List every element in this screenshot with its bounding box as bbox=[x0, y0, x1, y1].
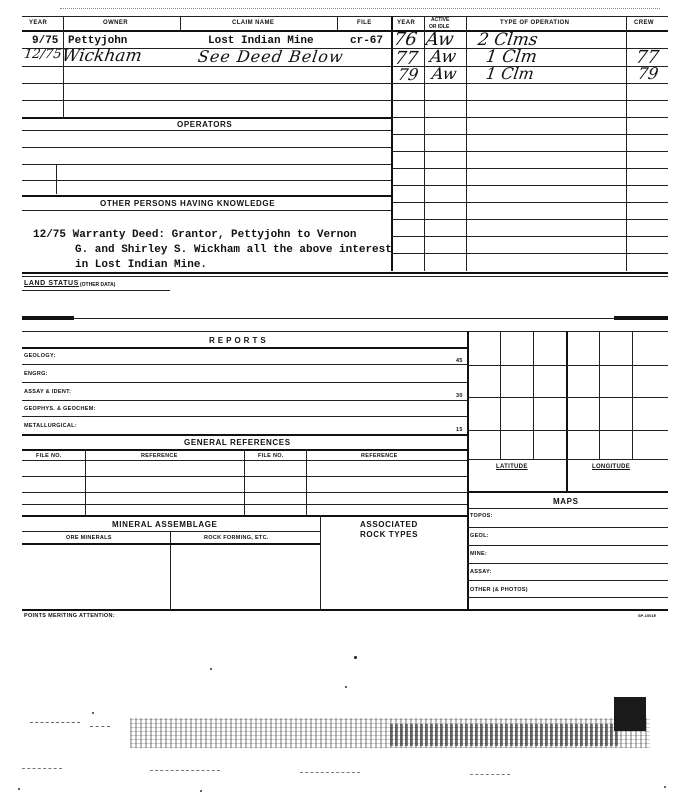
year2-header: YEAR bbox=[397, 20, 416, 26]
maps-other: OTHER (& PHOTOS) bbox=[470, 587, 528, 593]
associated-label: ASSOCIATED bbox=[360, 520, 418, 529]
claim-name-1: Lost Indian Mine bbox=[208, 35, 314, 47]
owner-header: OWNER bbox=[103, 20, 128, 26]
engrg-label: ENGRG: bbox=[24, 371, 48, 377]
rock-types-label: ROCK TYPES bbox=[360, 530, 419, 539]
owner-name-2: Wickham bbox=[60, 46, 144, 66]
op-type-3: 1 Clm bbox=[484, 64, 536, 83]
op-status-1: Aw bbox=[424, 29, 456, 50]
maps-topos: TOPOS: bbox=[470, 513, 493, 519]
op-type-2: 1 Clm bbox=[484, 47, 539, 67]
maps-mine: MINE: bbox=[470, 551, 488, 557]
num-45: 45 bbox=[456, 358, 463, 364]
owner-year-1: 9/75 bbox=[32, 35, 59, 47]
maps-assay: ASSAY: bbox=[470, 569, 492, 575]
file-1: cr-67 bbox=[350, 35, 384, 47]
op-crew-3: 79 bbox=[636, 64, 660, 83]
land-status-label: LAND STATUS bbox=[24, 280, 79, 287]
claim-name-2: See Deed Below bbox=[196, 47, 346, 66]
op-status-3: Aw bbox=[430, 64, 458, 83]
general-references-heading: GENERAL REFERENCES bbox=[184, 438, 291, 447]
ore-minerals-header: ORE MINERALS bbox=[66, 535, 112, 541]
land-status-bar-right bbox=[614, 316, 668, 320]
note-line-1: 12/75 Warranty Deed: Grantor, Pettyjohn to Vernon bbox=[33, 229, 357, 241]
maps-geol: GEOL: bbox=[470, 533, 489, 539]
num-30: 30 bbox=[456, 393, 463, 399]
file-header: FILE bbox=[357, 20, 372, 26]
op-year-1: 76 bbox=[392, 29, 419, 50]
ref-reference-2-header: REFERENCE bbox=[361, 453, 398, 459]
idle-header: OR IDLE bbox=[429, 24, 450, 30]
note-line-3: in Lost Indian Mine. bbox=[75, 259, 208, 271]
num-15: 15 bbox=[456, 427, 463, 433]
op-crew-2: 77 bbox=[634, 47, 661, 68]
land-status-sub: (OTHER DATA) bbox=[80, 282, 116, 288]
op-year-2: 77 bbox=[393, 48, 420, 69]
assay-label: ASSAY & IDENT: bbox=[24, 389, 72, 395]
land-status-bar-left bbox=[22, 316, 74, 320]
metallurgical-label: METALLURGICAL: bbox=[24, 423, 77, 429]
maps-heading: MAPS bbox=[553, 497, 579, 506]
crew-header: CREW bbox=[634, 20, 654, 26]
form-code: SP-1001E bbox=[638, 613, 657, 618]
note-line-2: G. and Shirley S. Wickham all the above interest bbox=[75, 244, 392, 256]
other-persons-heading: OTHER PERSONS HAVING KNOWLEDGE bbox=[100, 199, 276, 208]
year-header: YEAR bbox=[29, 20, 48, 26]
points-meriting-label: POINTS MERITING ATTENTION: bbox=[24, 613, 115, 619]
mineral-assemblage-heading: MINERAL ASSEMBLAGE bbox=[112, 520, 218, 529]
ref-file-no-header: FILE NO. bbox=[36, 453, 62, 459]
active-header: ACTIVE bbox=[431, 17, 450, 23]
claim-name-header: CLAIM NAME bbox=[232, 20, 275, 26]
reports-heading: REPORTS bbox=[209, 336, 269, 345]
owner-name-1: Pettyjohn bbox=[68, 35, 128, 47]
ref-file-no-2-header: FILE NO. bbox=[258, 453, 284, 459]
geology-label: GEOLOGY: bbox=[24, 353, 56, 359]
operators-heading: OPERATORS bbox=[177, 120, 233, 129]
geophys-label: GEOPHYS. & GEOCHEM: bbox=[24, 406, 96, 412]
owner-year-2: 12/75 bbox=[22, 47, 63, 62]
longitude-label: LONGITUDE bbox=[592, 464, 631, 470]
corner-block bbox=[614, 697, 646, 731]
ref-reference-header: REFERENCE bbox=[141, 453, 178, 459]
op-status-2: Aw bbox=[428, 47, 458, 67]
type-of-operation-header: TYPE OF OPERATION bbox=[500, 20, 570, 26]
latitude-label: LATITUDE bbox=[496, 464, 528, 470]
op-type-1: 2 Clms bbox=[476, 30, 539, 50]
rock-forming-header: ROCK FORMING, ETC. bbox=[204, 535, 269, 541]
op-year-3: 79 bbox=[396, 65, 420, 84]
